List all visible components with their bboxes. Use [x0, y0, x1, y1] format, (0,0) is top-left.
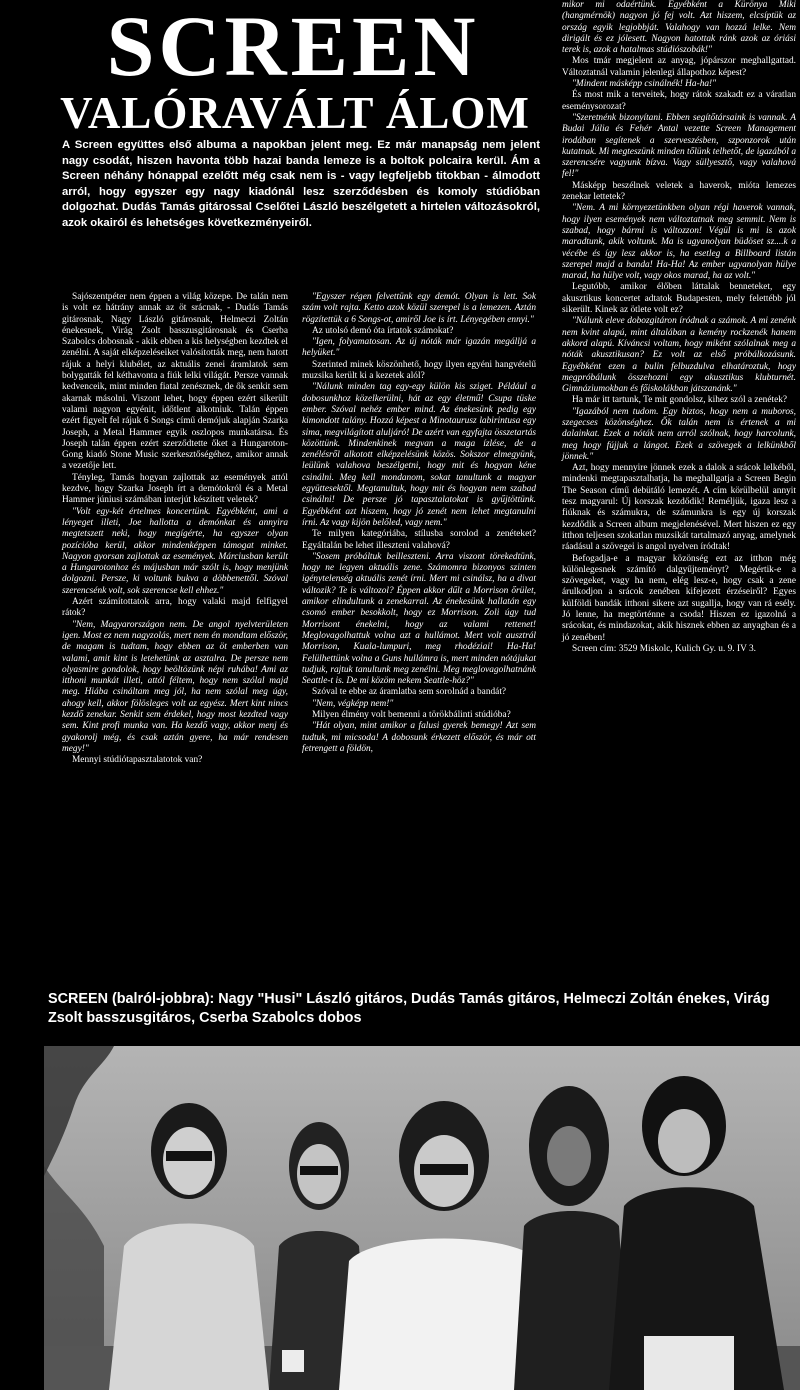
- article-column-3: [562, 0, 796, 655]
- article-paragraph: "Mindent másképp csinálnék! Ha-ha!": [572, 79, 717, 90]
- article-paragraph: Legutóbb, amikor élőben láttalak benneteket, egy akusztikus koncertet adtatok Budapesten, mely felettébb jól sikerült. Kinek az ötlete volt ez?: [562, 282, 796, 316]
- article-paragraph: "Egyszer régen felvettünk egy demót. Olyan is lett. Sok szám volt rajta. Ketto azok közül szerepel is a lemezen. Aztán rögzítettük a 6 Songs-ot, amiről Joe is írt. Lényegében ennyi.": [302, 292, 536, 325]
- article-paragraph: "Igen, folyamatosan. Az új nóták már igazán megálljá a helyüket.": [302, 337, 536, 359]
- article-title: SCREEN: [106, 0, 480, 94]
- article-paragraph: mikor mi odaértünk. Egyébként a Kürönya Miki (hangmérnök) nagyon jó fej volt. Azt hiszem, elcsíptük az ország egyik legjobbját. Valahogy van hozzá lelke. Nem dirigált és ez jólesett. Nagyon hatottak ránk azok az óriási terek is, azok a hatalmas stúdiószobák!": [562, 0, 796, 56]
- article-paragraph: Szóval te ebbe az áramlatba sem sorolnád a bandát?: [312, 687, 507, 698]
- article-paragraph: "Hát olyan, mint amikor a falusi gyerek bemegy! Azt sem tudtuk, mi micsoda! A dobosunk érkezett először, és már ott fetrengett a földön,: [302, 721, 536, 754]
- article-paragraph: "Sosem próbáltuk beilleszteni. Arra viszont törekedtünk, hogy ne legyen aktuális zene. Számomra bizonyos szinten igénytelenség aktuális zenét írni. Mert mi csinálsz, ha a divat változik? Te is változol? Éppen akkor dűlt a Morrison őrület, amikor elindultunk a zenekarral. Az énekesünk hallatán egy csomó ember besokkolt, hogy ez Morrison. Zoli úgy tud Morrisont énekelni, hogy az valami rettenet! Meglovagolhattuk volna azt a hullámot. Mert volt ausztrál Morrison, Kuala-lumpuri, meg rhodéziai! Ha-Ha! Felülhettünk volna a Guns hullámra is, mert minden nótájukat tudjuk, rajtuk tanultunk meg zenélni. Meg meglovagolhatnánk Seattle-t is. De mi közöm nekem Seattle-höz?": [302, 551, 536, 687]
- article-paragraph: Sajószentpéter nem éppen a világ közepe. De talán nem is volt ez hátrány annak az öt srácnak, - Dudás Tamás gitárosnak, Nagy László gitárosnak, Helmeczi Zoltán énekesnek, Virág Zsolt basszusgitárosnak és Cserba Szabolcs dobosnak - akik ebben a kis helységben kezdtek el zenélni. A saját elképzeléseiket valósították meg, nem hatott rájuk a helyi klubélet, az aktuális zenei áramlatok sem bolygatták fel kéthavonta a fiúk lelki világát. Persze vannak kedvenceik, mint minden fiatal zenésznek, de ők senkit sem akarnak másolni. Viszont lehet, hogy éppen ezért sikerült valami nagyon egyénit, időtlent alkotniuk. Talán éppen ezért figyelt fel rájuk 6 Songs című demójuk alapján Szarka Joseph, a Metal Hammer egyik oszlopos munkatársa. És Joseph talán éppen ezért szerződtette őket a Hungaroton-Gong kiadó Stone Music szerkesztőségéhez, amikor annak a vezetője lett.: [62, 292, 288, 472]
- article-paragraph: Screen cím: 3529 Miskolc, Kulich Gy. u. 9. IV 3.: [572, 643, 756, 654]
- article-paragraph: Te milyen kategóriába, stílusba sorolod a zenéteket? Egyáltalán be lehet illeszteni valahová?: [302, 529, 536, 551]
- article-paragraph: Tényleg, Tamás hogyan zajlottak az események attól kezdve, hogy Szarka Joseph írt a demótokról és a Metal Hammer júniusi számában interjút készített veletek?: [62, 472, 288, 506]
- band-photo: [44, 1046, 800, 1390]
- article-paragraph: Azt, hogy mennyire jönnek ezek a dalok a srácok lelkéből, mindenki megtapasztalhatja, ha meghallgatja a Screen Begin The Season című debütáló lemezét. A cím körülbelül annyit tesz magyarul: Új korszak kezdődik! Reméljük, igaza lesz a fiúknak és számukra, de számunkra is egy új korszak kezdődik a Screen album megjelenésével. Mert hiszen ez egy itthon teljesen szokatlan muzsikát tartalmazó anyag, amelynek ráadásul a szövegei is angol nyelven íródtak!: [562, 463, 796, 553]
- article-paragraph: Befogadja-e a magyar közönség ezt az itthon még különlegesnek számító dalgyűjteményt? Megértik-e a szövegeket, vagy ha nem, elég lesz-e, hogy csak a zene árulkodjon a srácok zenében kifejezett érzéseiről? Egyes külföldi bandák itthoni sikere azt sugallja, hogy van rá esély. Jó lenne, ha megtörténne a csoda! Hiszen ez igazolná a srácokat, és mindazokat, akik hisznek ebben az anyagban és a jó zenében!: [562, 553, 796, 643]
- article-paragraph: Másképp beszélnek veletek a haverok, mióta lemezes zenekar lettetek?: [562, 180, 796, 203]
- article-paragraph: "Nem, végképp nem!": [312, 698, 394, 709]
- article-paragraph: Mennyi stúdiótapasztalatotok van?: [72, 755, 203, 766]
- photo-caption: SCREEN (balról-jobbra): Nagy "Husi" László gitáros, Dudás Tamás gitáros, Helmeczi Zoltán énekes, Virág Zsolt basszusgitáros, Cserba Szabolcs dobos: [48, 991, 770, 1026]
- article-paragraph: Szerinted minek köszönhető, hogy ilyen egyéni hangvételű muzsika került ki a kezetek alól?: [302, 359, 536, 382]
- article-paragraph: "Nem. A mi környezetünkben olyan régi haverok vannak, hogy ilyen események nem változtatnak meg semmit. Nem is szabad, hogy bármi is változzon! Végül is mi is azok maradtunk, akik voltunk. Ma is ugyanolyan büdöset sz....k a vécébe és így lesz akkor is, ha esetleg a Billboard listán szerepel majd a banda! Ha-Ha! Az ember ugyanolyan hülye marad, ha hülye volt, vagy okos marad, ha az volt.": [562, 203, 796, 282]
- article-paragraph: Azért számítottatok arra, hogy valaki majd felfigyel rátok?: [62, 597, 288, 619]
- article-paragraph: "Igazából nem tudom. Egy biztos, hogy nem a muboros, szegecses közönséghez. Ők talán nem is értenek a mi dalainkat. Ezek a nóták nem arról szólnak, hogy harcolunk, meg hogy fújjuk a lángot. Ezek a szövegek a lelkünkből jönnek.": [562, 406, 796, 462]
- article-paragraph: "Szeretnénk bizonyítani. Ebben segítőtársaink is vannak. A Budai Júlia és Fehér Antal vezette Screen Management irodában segítenek a szerveszésben, szponzorok után kutatnak. Mi megteszünk minden tőlünk telhetőt, de igazából a szerencsére vagyunk bízva. Vagy süllyesztő, vagy valahová fel!": [562, 112, 796, 180]
- article-paragraph: "Nálunk eleve dobozgitáron íródnak a számok. A mi zenénk nem kvint alapú, mint általában a kemény rockzenék hanem akkord alapú. Kíváncsi voltam, hogy miként szólalnak meg a nóták akusztikusan? Ez volt az első próbálkozásunk. Egyébként ezen a bulin felbuzdulva elhatároztuk, hogy megpróbálunk összehozni egy akusztikus klubturnét. Gimnáziumokban és főiskolákban játszanánk.": [562, 316, 796, 395]
- article-paragraph: Ha már itt tartunk, Te mit gondolsz, kihez szól a zenétek?: [572, 395, 788, 406]
- article-lead: A Screen együttes első albuma a napokban jelent meg. Ez már manapság nem jelent nagy csodát, hiszen havonta több hazai banda lemeze is a boltok polcaira kerül. Ám a Screen néhány hónappal ezelőtt még csak nem is - vagy legfeljebb titokban - álmodott arról, hogy egyszer egy nagy kiadónál lesz szerződésben és komoly stúdióban dolgozhat. Dudás Tamás gitárossal Cselőtei László beszélgetett a hirtelen változásokról, azok okairól és lehetséges következményeiről.: [62, 139, 540, 229]
- article-paragraph: Mos tmár megjelent az anyag, jópárszor meghallgattad. Változtatnál valamin jelenlegi állapothoz képest?: [562, 56, 796, 78]
- article-paragraph: Az utolsó demó óta írtatok számokat?: [312, 325, 454, 336]
- article-paragraph: "Volt egy-két értelmes koncertünk. Egyébként, ami a lényeget illeti, Joe hallotta a demónkat és annyira megtetszett neki, hogy megígérte, ha egyszer olyan pozícióba kerül, akkor mindenképpen támogat minket. Nagyon gyorsan zajlottak az események. Márciusban került a Hungarotonhoz és májusban már szólt is, hogy menjünk dolgozni. Persze, ki voltunk bukva a döbbenettől. Szóval szerencsénk volt, sok szerencse kell ehhez.": [62, 506, 288, 596]
- article-paragraph: Milyen élmény volt bemenni a törökbálinti stúdióba?: [312, 709, 511, 720]
- article-subtitle: VALÓRAVÁLT ÁLOM: [60, 88, 530, 138]
- article-paragraph: És most mik a terveitek, hogy rátok szakadt ez a váratlan eseménysorozat?: [562, 90, 796, 112]
- article-column-1: [62, 292, 288, 766]
- article-paragraph: "Nálunk minden tag egy-egy külön kis sziget. Például a dobosunkhoz közelkerülni, hát az egy életmű! Csupa tüske ember. Szóval nehéz ember mind. Az énekesünk pedig egy kimondott talány. Hozzá képest a Minotaurusz labirintusa egy sima, megvilágított aluljáró! De azért van egyfajta összetartás közöttünk. Mindenkinek megvan a maga ízlése, de a zenélésről alkotott elképzelésünk közös. Sokszor elmegyünk, leülünk valahova beszélgetni, hogy mit és hogyan kéne csinálni. Meg kell mondanom, sokat tanultunk a magyar együttesektől. Megtanultuk, hogy mit és hogyan nem szabad csinálni! De persze jó tapasztalatokat is gyűjtöttünk. Egyébként azt hiszem, hogy jó zenét nem lehet megtanulni írni. Az vagy kijön belőled, vagy nem.": [302, 382, 536, 528]
- article-paragraph: "Nem, Magyarországon nem. De angol nyelvterületen igen. Most ez nem nagyzolás, mert nem én mondtam először, de magam is tudtam, hogy ebben az öt emberben van valami, amit kint is letehetünk az asztalra. De persze nem olyasmire gondolok, hogy beöltözünk népi ruhába! Ami az itthoni munkát illeti, attól féltem, hogy nem szólal majd meg. Hiába csináltam meg jól, ha nem szólal meg úgy, ahogy kell, akkor fölösleges volt az egyész. Mert kint nincs kezdő zenekar. Senkit sem érdekel, hogy most kezdted vagy sem. Kint profi munka van. Ha kezdő vagy, akkor menj és gyakorolj még, és csak aztán gyere, ha már rendesen megy!": [62, 619, 288, 754]
- article-column-2: [302, 292, 536, 755]
